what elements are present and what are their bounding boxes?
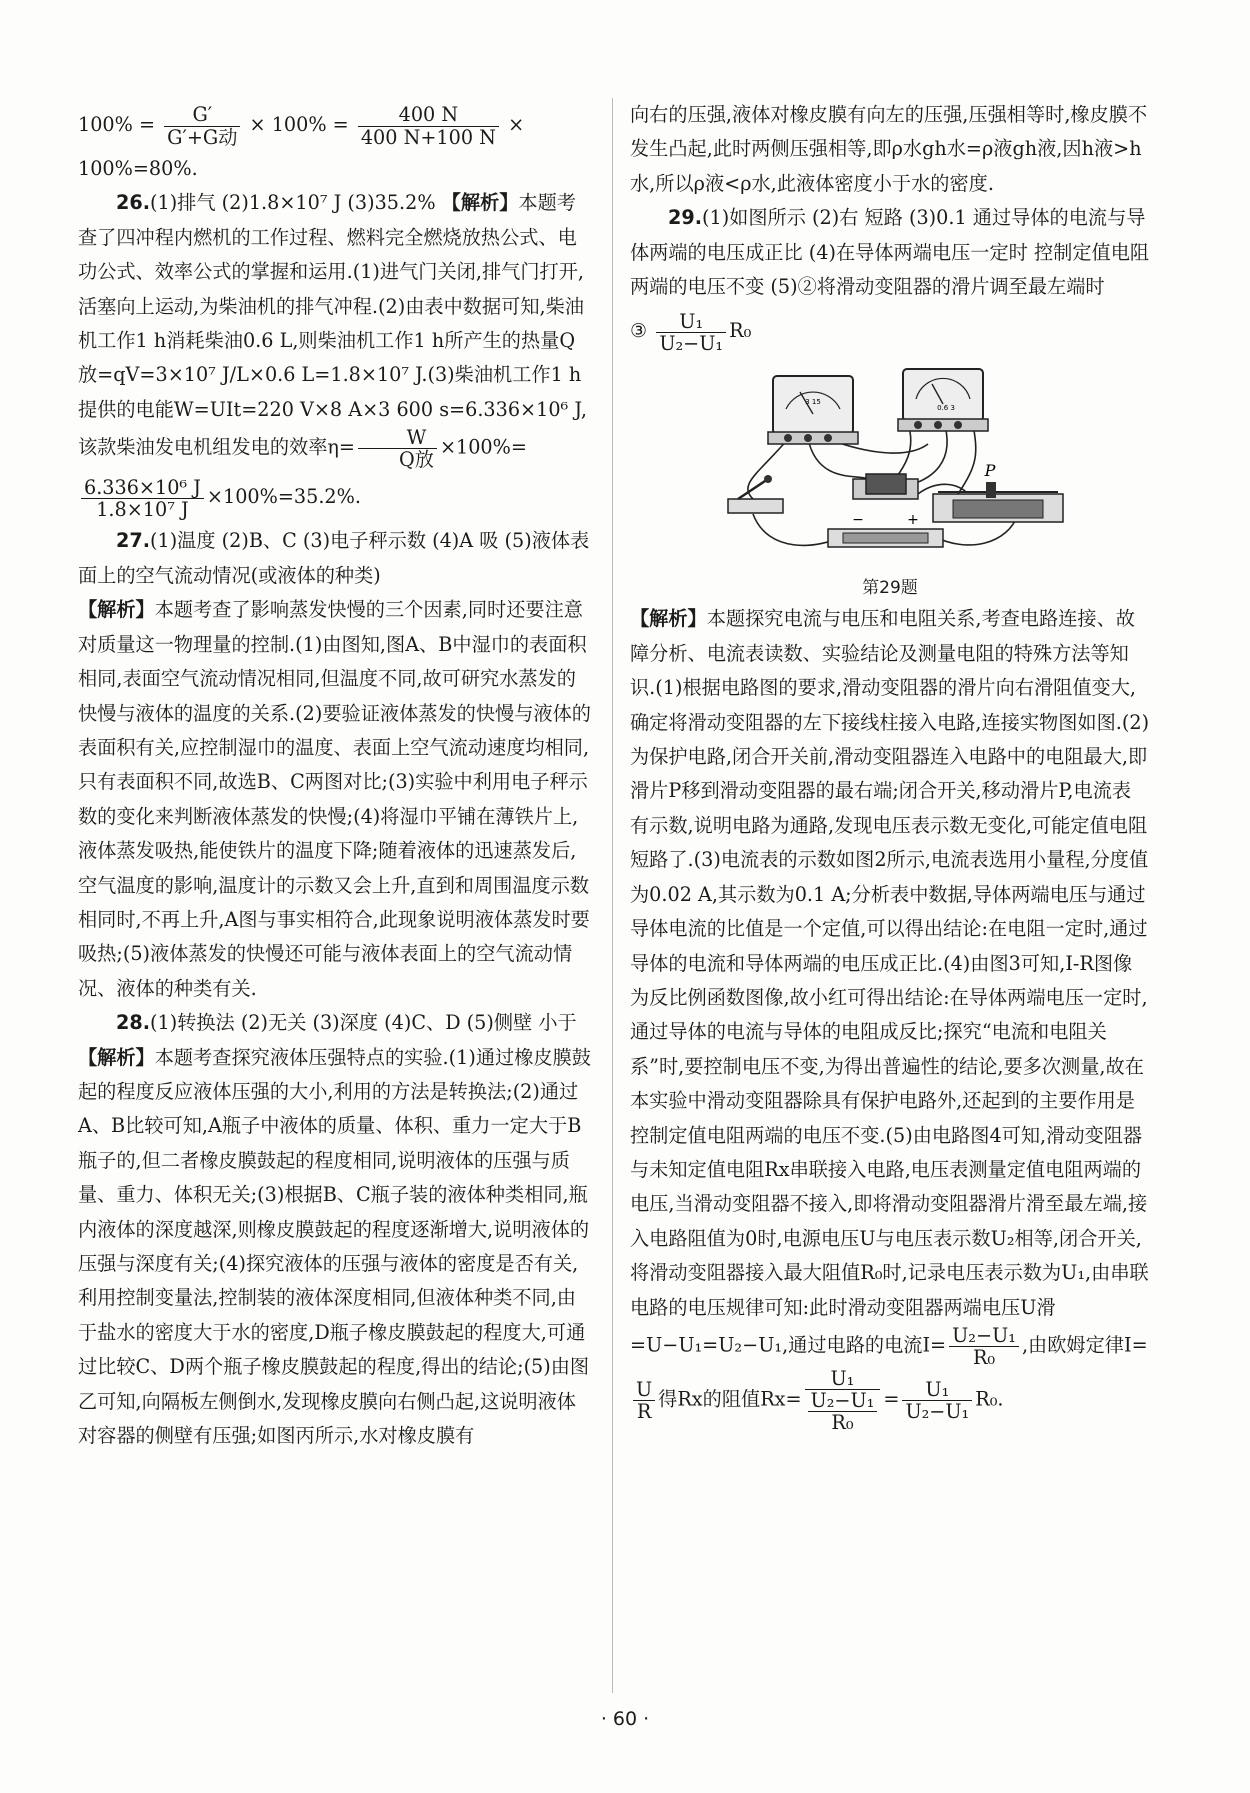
answer-text: (1)转换法 (2)无关 (3)深度 (4)C、D (5)侧壁 小于	[150, 1011, 577, 1035]
fraction-denominator: Q放	[399, 448, 434, 472]
circuit-figure	[718, 364, 1078, 574]
eq-suffix: ×100%=	[439, 435, 527, 459]
fraction-ohm	[633, 1379, 655, 1422]
fraction-numerator: U₂−U₁	[949, 1325, 1019, 1347]
efficiency-result	[78, 470, 593, 524]
fraction-final	[902, 1379, 972, 1422]
fraction-numerator: U₁	[805, 1368, 881, 1390]
fraction-denominator: 400 N+100 N	[360, 125, 496, 149]
slider-label: P	[984, 461, 996, 481]
battery-icon	[828, 512, 943, 547]
analysis-label: 【解析】	[630, 607, 707, 631]
fraction-efficiency	[81, 477, 204, 520]
analysis-label: 【解析】	[441, 191, 519, 215]
fraction-g	[164, 104, 240, 147]
efficiency-equation	[78, 98, 593, 152]
eq-middle: × 100% =	[249, 113, 355, 136]
voltmeter-scale: 3 15	[805, 398, 821, 407]
fraction-denominator: R₀	[972, 1346, 996, 1370]
fraction-numerator: U₂−U₁	[808, 1390, 878, 1412]
analysis-text: 本题考查了影响蒸发快慢的三个因素,同时还要注意对质量这一物理量的控制.(1)由图知,图A、B中湿巾的表面积相同,表面空气流动情况相同,但温度不同,故可研究水蒸发的快慢与液体的温度的关系.(2)要验证液体蒸发的快慢与液体的表面积有关,应控制湿巾的温度、表面上空气流动速度均相同,只有表面积不同,故选B、C两图对比;(3)实验中利用电子秤示数的变化来判断液体蒸发的快慢;(4)将湿巾平铺在薄铁片上,液体蒸发吸热,能使铁片的温度下降;随着液体的迅速蒸发后,空气温度的影响,温度计的示数又会上升,直到和周围温度示数相同时,不再上升,A图与事实相符合,此现象说明液体蒸发时要吸热;(5)液体蒸发的快慢还可能与液体表面上的空气流动情况、液体的种类有关.	[78, 598, 591, 1000]
fraction-numerator: U₁	[656, 311, 726, 333]
fraction-denominator	[805, 1390, 881, 1433]
analysis-text: ,由欧姆定律I=	[1021, 1333, 1148, 1357]
analysis-27	[78, 593, 593, 1006]
fraction-denominator: R₀	[831, 1411, 854, 1435]
question-26	[78, 186, 593, 470]
question-number: 28.	[116, 1011, 150, 1035]
answer-text: (1)排气 (2)1.8×10⁷ J (3)35.2%	[150, 191, 442, 215]
fraction-numerator: U₁	[902, 1379, 972, 1401]
rheostat-icon	[933, 461, 1063, 522]
fraction-n	[358, 104, 499, 147]
analysis-text: 本题考查探究液体压强特点的实验.(1)通过橡皮膜鼓起的程度反应液体压强的大小,利用的方法是转换法;(2)通过A、B比较可知,A瓶子中液体的质量、体积、重力一定大于B瓶子的,但二者橡皮膜鼓起的程度相同,说明液体的压强与质量、重力、体积无关;(3)根据B、C瓶子装的液体种类相同,瓶内液体的深度越深,则橡皮膜鼓起的程度逐渐增大,说明液体的压强与深度有关;(4)探究液体的压强与液体的密度是否有关,利用控制变量法,控制装的液体深度相同,但液体种类不同,由于盐水的密度大于水的密度,D瓶子橡皮膜鼓起的程度大,可通过比较C、D两个瓶子橡皮膜鼓起的程度,得出的结论;(5)由图乙可知,向隔板左侧倒水,发现橡皮膜向右侧凸起,这说明液体对容器的侧壁有压强;如图丙所示,水对橡皮膜有	[78, 1045, 591, 1448]
column-divider	[612, 98, 613, 1693]
analysis-label: 【解析】	[78, 598, 155, 622]
battery-plus: +	[907, 512, 919, 529]
right-column	[630, 98, 1150, 1434]
fraction-compound	[805, 1368, 881, 1433]
fraction-denominator: R	[636, 1400, 652, 1424]
question-28-continued: 向右的压强,液体对橡皮膜有向左的压强,压强相等时,橡皮膜不发生凸起,此时两侧压强相等,即ρ水gh水=ρ液gh液,因h液>h水,所以ρ液<ρ水,此液体密度小于水的密度.	[630, 103, 1148, 195]
eq-prefix: 100% =	[78, 113, 162, 136]
eq-suffix: R₀.	[975, 1387, 1004, 1411]
voltmeter-icon	[768, 376, 858, 444]
analysis-text: 得Rx的阻值Rx=	[658, 1387, 802, 1411]
fraction-numerator: W	[358, 427, 437, 449]
question-number: 26.	[116, 191, 150, 215]
question-28	[78, 1006, 593, 1453]
fraction-eta	[358, 427, 437, 470]
fraction-denominator: 1.8×10⁷ J	[96, 497, 189, 521]
figure-caption: 第29题	[862, 578, 918, 599]
question-27	[78, 524, 593, 593]
question-number: 27.	[116, 529, 150, 553]
eq-suffix: ×	[508, 113, 525, 136]
fraction-denominator: U₂−U₁	[659, 331, 724, 355]
fraction-answer	[656, 311, 726, 354]
switch-icon	[728, 475, 783, 513]
resistance-equation	[630, 1368, 1150, 1433]
ammeter-scale: 0.6 3	[937, 404, 955, 413]
fraction-numerator: 400 N	[358, 104, 499, 126]
eq-result: 100%=80%.	[78, 157, 198, 180]
question-29	[630, 201, 1150, 304]
eq-suffix: R₀	[729, 319, 752, 343]
fraction-current	[949, 1325, 1019, 1368]
analysis-text: 本题探究电流与电压和电阻关系,考查电路连接、故障分析、电流表读数、实验结论及测量电阻的特殊方法等知识.(1)根据电路图的要求,滑动变阻器的滑片向右滑阻值变大,确定将滑动变阻器的左下接线柱接入电路,连接实物图如图.(2)为保护电路,闭合开关前,滑动变阻器连入电路中的电阻最大,即滑片P移到滑动变阻器的最右端;闭合开关,移动滑片P,电流表有示数,说明电路为通路,发现电压表示数无变化,可能定值电阻短路了.(3)电流表的示数如图2所示,电流表选用小量程,分度值为0.02 A,其示数为0.1 A;分析表中数据,导体两端电压与通过导体电流的比值是一个定值,可以得出结论:在电阻一定时,通过导体的电流和导体两端的电压成正比.(4)由图3可知,I-R图像为反比例函数图像,故小红可得出结论:在导体两端电压一定时,通过导体的电流与导体的电阻成反比;探究“电流和电阻关系”时,要控制电压不变,为得出普遍性的结论,要多次测量,故在本实验中滑动变阻器除具有保护电路外,还起到的主要作用是控制定值电阻两端的电压不变.(5)由电路图4可知,滑动变阻器与未知定值电阻Rx串联接入电路,电压表测量定值电阻两端的电压,当滑动变阻器不接入,即将滑动变阻器滑片滑至最左端,接入电路阻值为0时,电源电压U与电压表示数U₂相等,闭合开关,将滑动变阻器接入最大阻值R₀时,记录电压表示数为U₁,由串联电路的电压规律可知:此时滑动变阻器两端电压U滑=U−U₁=U₂−U₁,通过电路的电流I=	[630, 607, 1150, 1357]
ammeter-icon	[898, 369, 988, 431]
answer-text: (1)温度 (2)B、C (3)电子秤示数 (4)A 吸 (5)液体表面上的空气流动情况(或液体的种类)	[78, 529, 590, 587]
fraction-denominator: G′+G动	[167, 125, 238, 149]
fraction-numerator: U	[633, 1379, 655, 1401]
analysis-29	[630, 602, 1150, 1368]
answer-29-part3	[630, 304, 1150, 358]
fraction-numerator: 6.336×10⁶ J	[81, 477, 204, 499]
equals-sign: =	[883, 1387, 900, 1411]
left-column	[78, 98, 593, 1453]
question-number: 29.	[668, 206, 702, 230]
fraction-denominator: U₂−U₁	[905, 1400, 970, 1424]
fraction-inner	[808, 1390, 878, 1433]
analysis-label: 【解析】	[78, 1045, 155, 1069]
eq-suffix: ×100%=35.2%.	[206, 485, 361, 509]
circled-number: ③	[630, 319, 648, 343]
page-number: · 60 ·	[600, 1708, 650, 1730]
circuit-diagram	[718, 364, 1078, 574]
fraction-numerator: G′	[164, 104, 240, 126]
battery-minus: −	[852, 512, 864, 529]
answer-text: (1)如图所示 (2)右 短路 (3)0.1 通过导体的电流与导体两端的电压成正比 (4)在导体两端电压一定时 控制定值电阻两端的电压不变 (5)②将滑动变阻器的滑片调至最左端时	[630, 206, 1150, 299]
analysis-text: 本题考查了四冲程内燃机的工作过程、燃料完全燃烧放热公式、电功公式、效率公式的掌握和运用.(1)进气门关闭,排气门打开,活塞向上运动,为柴油机的排气冲程.(2)由表中数据可知,柴油机工作1 h消耗柴油0.6 L,则柴油机工作1 h所产生的热量Q放=qV=3×10⁷ J/L×0.6 L=1.8×10⁷ J.(3)柴油机工作1 h提供的电能W=UIt=220 V×8 A×3 600 s=6.336×10⁶ J,该款柴油发电机组发电的效率η=	[78, 191, 588, 459]
